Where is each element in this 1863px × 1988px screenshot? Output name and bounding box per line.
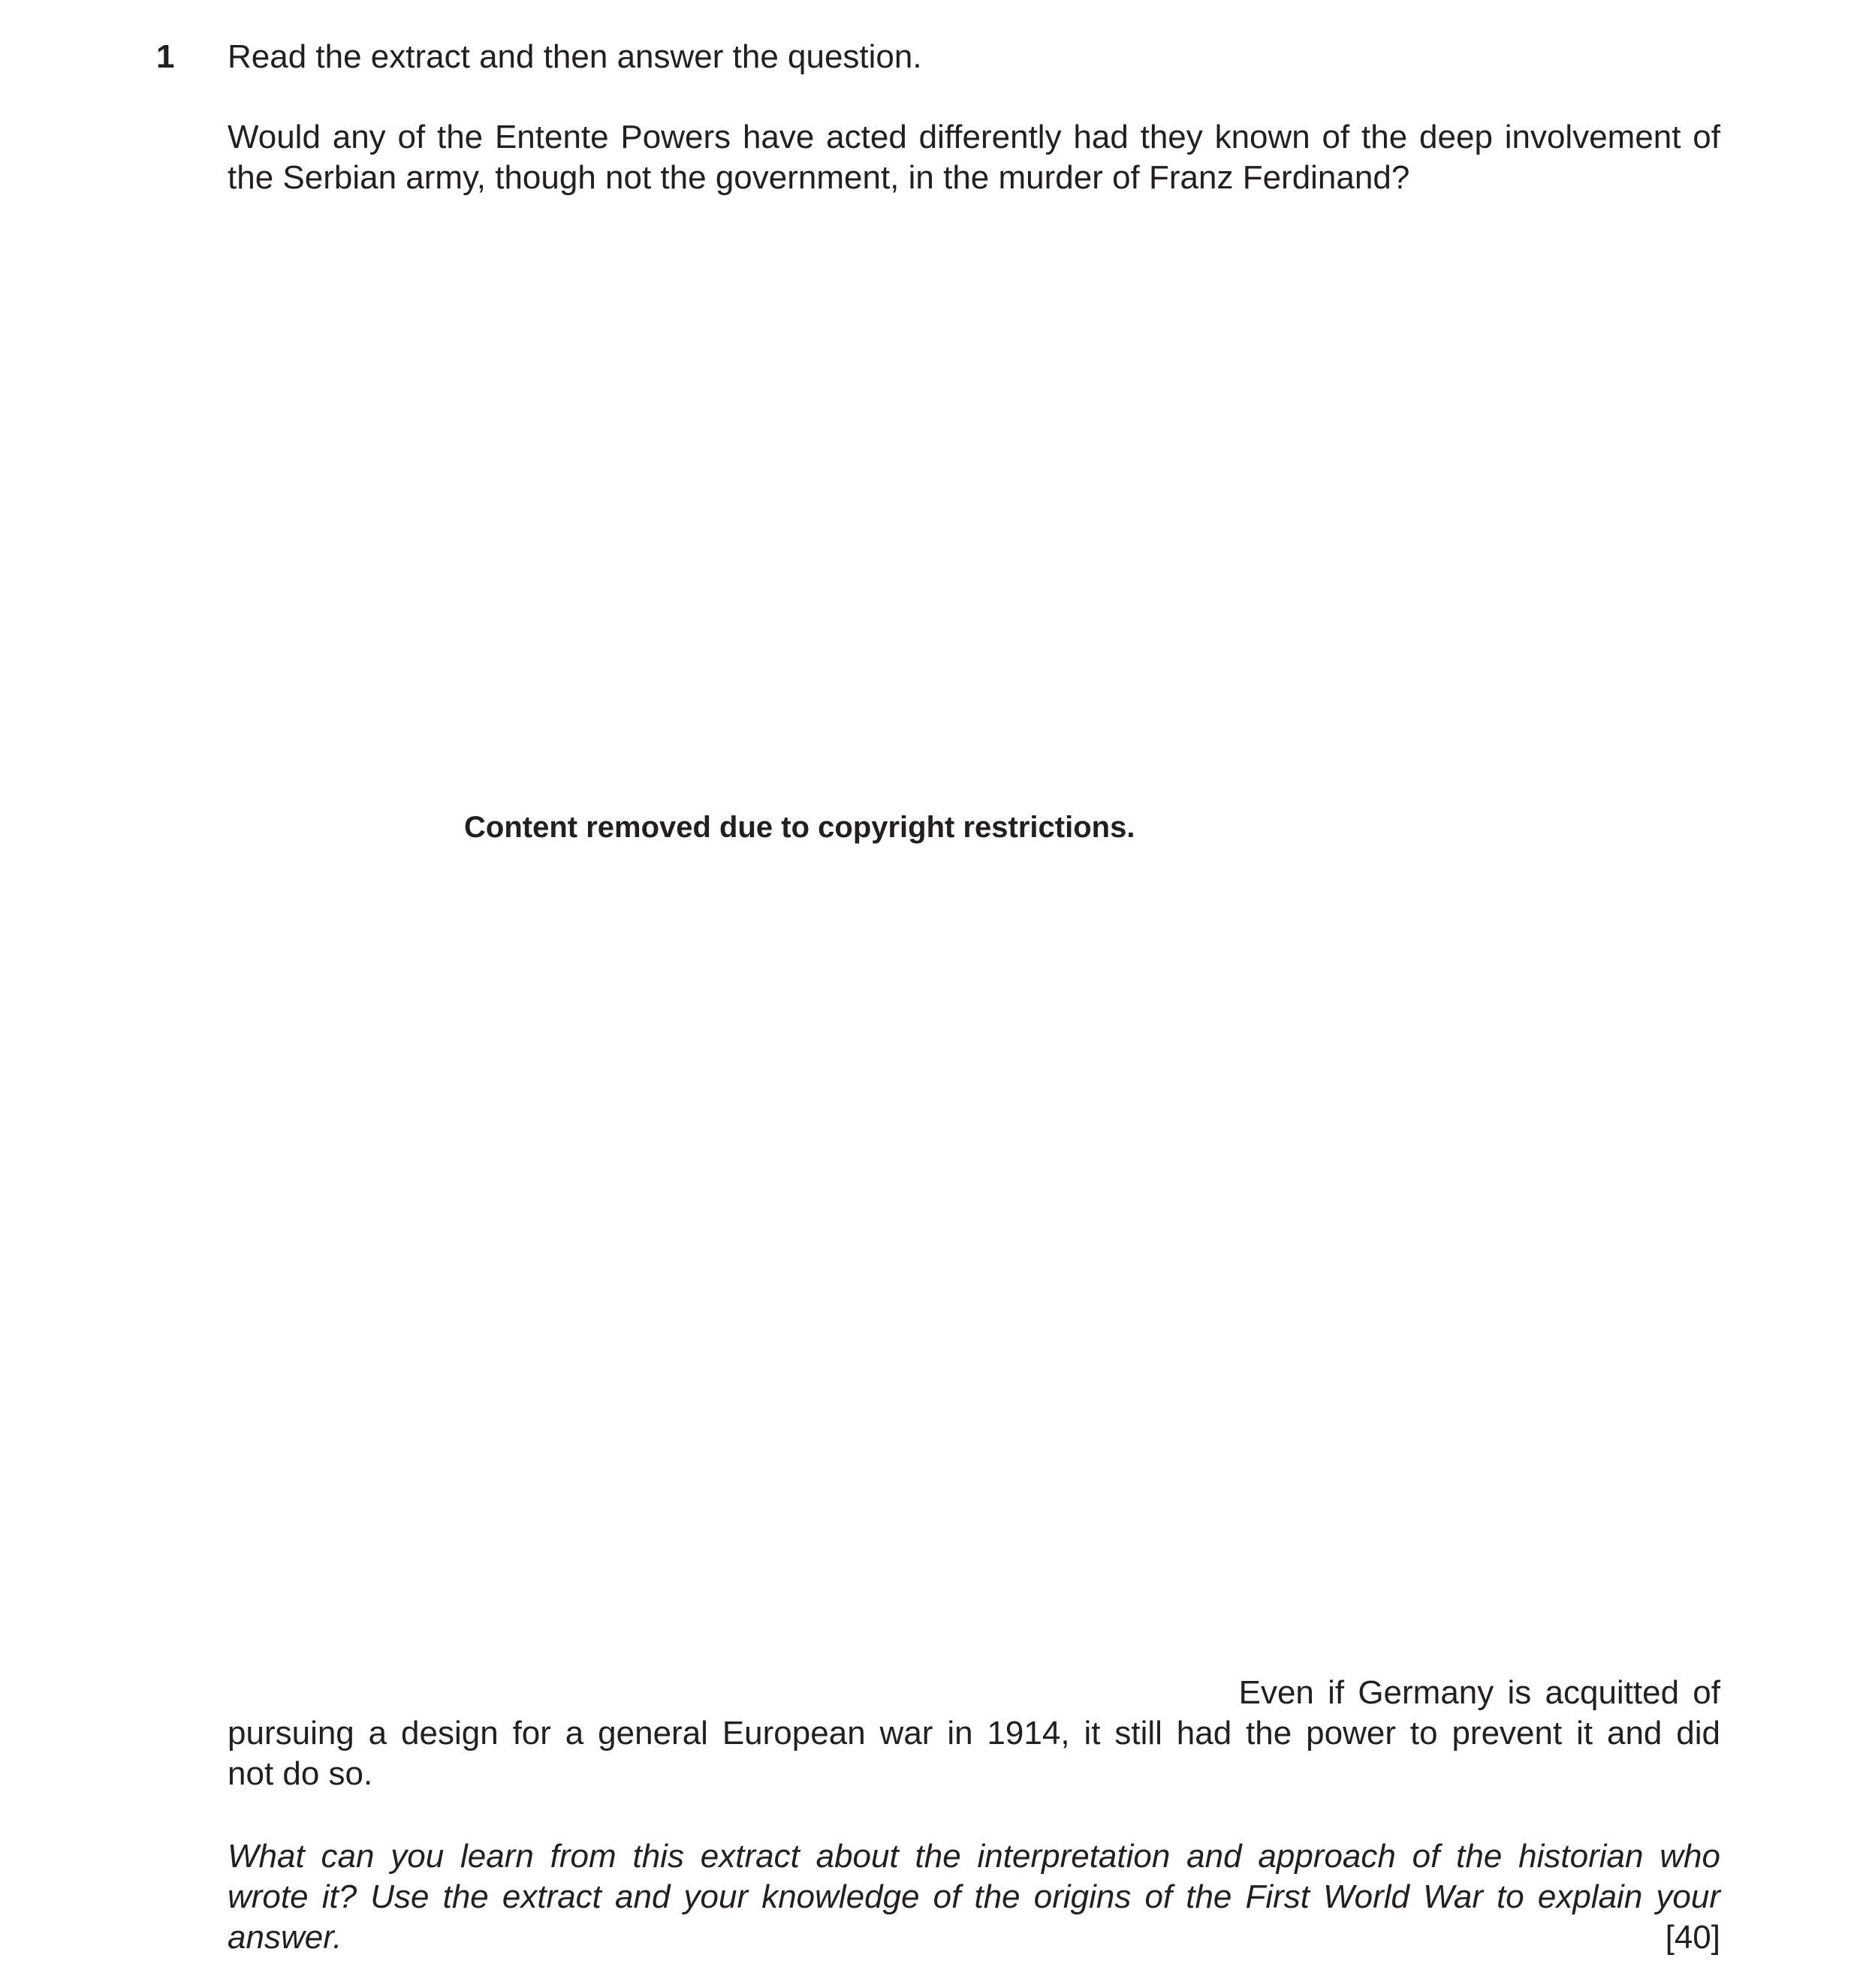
task-question-line: answer. [228, 1919, 342, 1956]
task-question-last-line [228, 1917, 1720, 1958]
extract-intro [228, 117, 1720, 198]
extract-intro-line: the Serbian army, though not the government, in the murder of Franz Ferdinand? [228, 159, 1410, 196]
copyright-notice: Content removed due to copyright restrictions. [464, 811, 1135, 844]
extract-ending-line: pursuing a design for a general European war in 1914, it still had the power to prevent it and did [228, 1715, 1720, 1752]
task-question [228, 1836, 1720, 1958]
marks-allocation: [40] [1665, 1919, 1720, 1956]
task-question-line: wrote it? Use the extract and your knowledge of the origins of the First World War to explain your [228, 1878, 1720, 1915]
question-instruction: Read the extract and then answer the question. [228, 38, 922, 75]
question-number: 1 [156, 38, 175, 75]
extract-intro-line: Would any of the Entente Powers have acted differently had they known of the deep involvement of [228, 119, 1720, 155]
extract-ending-line: not do so. [228, 1755, 373, 1792]
task-question-line: What can you learn from this extract about the interpretation and approach of the historian who [228, 1838, 1720, 1875]
extract-ending-line: Even if Germany is acquitted of [1238, 1674, 1720, 1711]
extract-ending [228, 1673, 1720, 1794]
